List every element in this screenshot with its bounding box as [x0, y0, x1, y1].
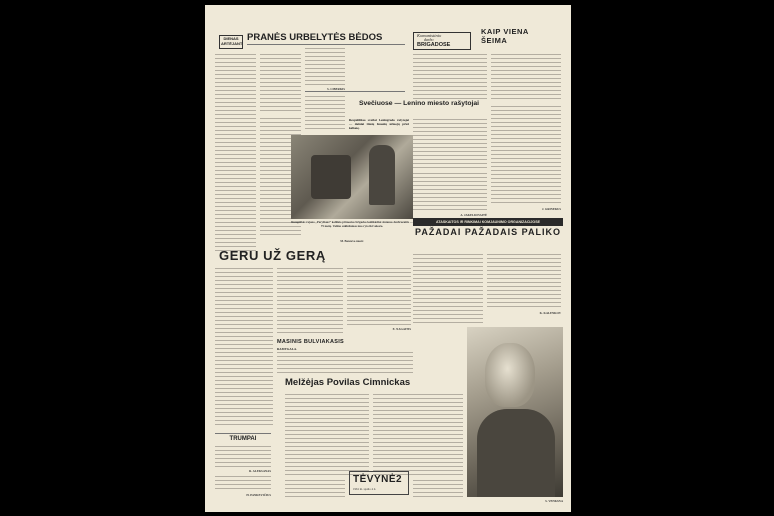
- main-column-1: [215, 267, 273, 427]
- portrait-body: [477, 409, 555, 497]
- guests-column-2: [413, 118, 487, 168]
- signature-trumpai-1: R. ALEKSANAS: [249, 469, 271, 473]
- signature-main: E. NAGAITIS: [392, 327, 411, 331]
- signature-guests: A. JAKELIONAITĖ: [460, 213, 487, 217]
- main-column-2: [277, 267, 343, 335]
- masinis-text: [277, 351, 413, 373]
- photo-portrait: [467, 327, 563, 497]
- brigade-line1: Komunistinio: [417, 33, 442, 38]
- signature-trumpai-2: H. PANKEVIČIUS: [246, 493, 271, 497]
- brigade-line2: darbo: [424, 37, 434, 42]
- headline-top-right: KAIP VIENA ŠEIMA: [481, 27, 529, 45]
- headline-right-mid: PAŽADAI PAŽADAIS PALIKO: [415, 227, 561, 237]
- right-column-top-1: [413, 53, 487, 101]
- right-column-top-2: [491, 53, 561, 101]
- bottom-column-1: [285, 393, 369, 475]
- signature: S. CIBERKIS: [327, 87, 345, 91]
- signature-right-col: J. GRINEKUS: [541, 207, 561, 211]
- photo-tractor: [291, 135, 413, 219]
- article-column-3b: [305, 95, 345, 131]
- photo-caption: Rumpiškės rajono „Paryžiaus“ kolūkio pirmosios brigados kolūkiečiai Antanas Ambrazaitis — 75 metų. Valdas suklėdamas nuo ryto iki vakaro.: [291, 220, 413, 228]
- headline-bottom: Melžėjas Povilas Cimnickas: [285, 377, 411, 388]
- masthead-title: TĖVYNĖ: [353, 474, 397, 485]
- section-banner: ATASKAITOS IR RINKIMAI KOMJAUNIMO ORGANIZACIJOSE: [413, 218, 563, 226]
- masthead-number: 2: [396, 474, 402, 485]
- trumpai-text-1: [215, 445, 271, 467]
- guests-heading: Svečiuose — Lenino miesto rašytojai: [358, 100, 480, 107]
- bottom-column-1b: [285, 479, 345, 499]
- masinis-dateline: RAMYGALA.: [277, 347, 297, 351]
- signature-right-mid: K. KALENKOV: [539, 311, 561, 315]
- portrait-face: [485, 343, 535, 407]
- main-column-3: [347, 267, 411, 325]
- guests-column-3: [413, 172, 487, 210]
- trumpai-text-2: [215, 475, 271, 491]
- article-column-1: [215, 53, 256, 253]
- photo-person: [369, 145, 395, 205]
- signature-bottom: S. VENKSNA: [545, 499, 563, 503]
- article-column-3: [305, 47, 345, 85]
- right-mid-column-2: [487, 253, 561, 309]
- headline-top: PRANĖS URBELYTĖS BĖDOS: [247, 32, 383, 43]
- headline-main: GERU UŽ GERĄ: [219, 248, 326, 263]
- bottom-column-2: [373, 393, 463, 475]
- trumpai-heading: TRUMPAI: [229, 436, 257, 442]
- newspaper-page: [205, 5, 571, 512]
- right-mid-column-1: [413, 253, 483, 325]
- photo-machine: [311, 155, 351, 199]
- brigade-line3: BRIGADOSE: [417, 42, 451, 48]
- headline-rule: [247, 44, 405, 45]
- section-tag: DIENAS ARTĖJANT: [219, 35, 243, 49]
- bottom-column-2b: [413, 479, 463, 497]
- brigade-box: [413, 32, 471, 50]
- trumpai-rule: [215, 433, 271, 434]
- right-column-top-3: [491, 105, 561, 205]
- column-rule: [305, 91, 405, 92]
- article-column-2: [260, 53, 301, 113]
- masinis-heading: MASINIS BULVIAKASIS: [277, 339, 345, 345]
- photo-credit: M. Bancevo nuotr.: [340, 239, 364, 243]
- guests-subhead: Respublikos svečiai Leningrado rašytojai — dainiai šimtų žmonių užmojų prieš kelionę.: [349, 118, 409, 130]
- masthead-date: 1961 m. spalio 4 d.: [353, 487, 376, 491]
- masthead-box: [349, 471, 409, 495]
